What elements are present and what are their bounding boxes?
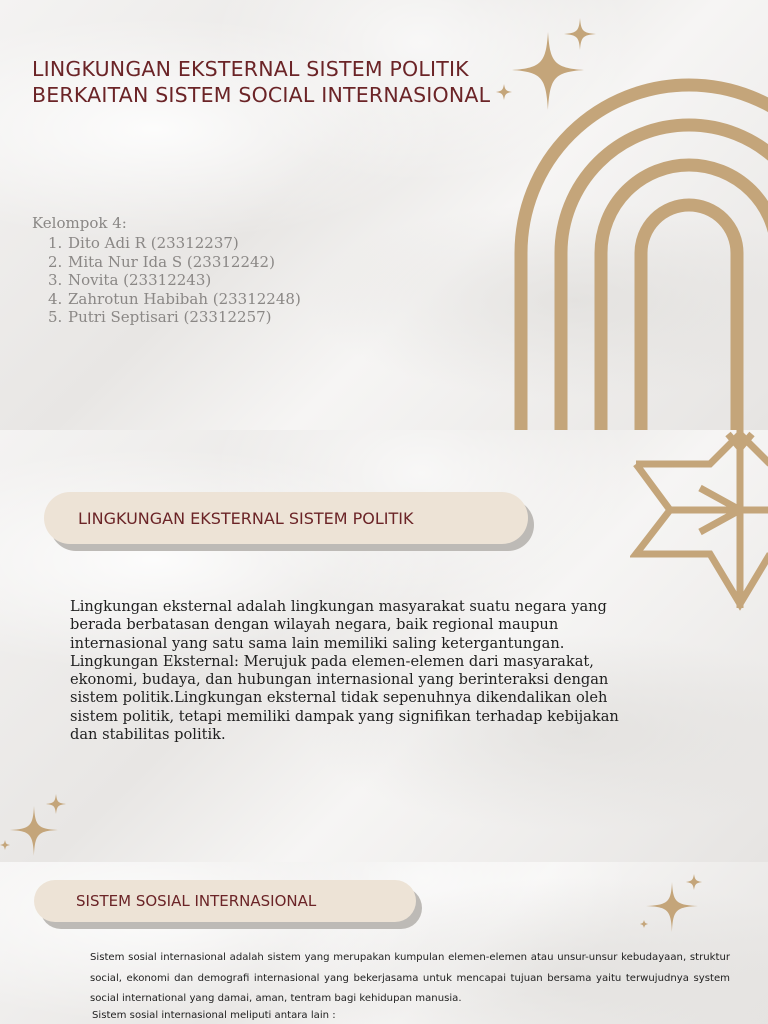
- section-paragraph: Sistem sosial internasional adalah sistem yang merupakan kumpulan elemen-elemen atau unsur-unsur kebudayaan, struktur social, ekonomi dan demografi internasional yang bekerjasama untuk mencapai tujuan bersama yaitu terwujudnya system social international yang damai, aman, tentram bagi kehidupan manusia.: [90, 952, 730, 1004]
- section-heading: LINGKUNGAN EKSTERNAL SISTEM POLITIK: [44, 492, 528, 544]
- slide-title: [0, 0, 768, 430]
- list-item: 5. Putri Septisari (23312257): [48, 308, 272, 326]
- sparkle-icon: [638, 874, 708, 940]
- list-item: 1. Dito Adi R (23312237): [48, 234, 239, 252]
- list-item: 2. Mita Nur Ida S (23312242): [48, 252, 275, 271]
- section-heading: SISTEM SOSIAL INTERNASIONAL: [34, 880, 416, 922]
- sparkle-icon: [0, 794, 72, 862]
- star-ornament-icon: [630, 430, 768, 612]
- list-item: 3. Novita (23312243): [48, 271, 212, 289]
- list-intro: Sistem sosial internasional meliputi antara lain :: [92, 1010, 336, 1021]
- section-paragraph: Lingkungan eksternal adalah lingkungan masyarakat suatu negara yang berada berbatasan dengan wilayah negara, baik regional maupun internasional yang satu sama lain memiliki saling ketergantungan. Lingkungan Eksternal: Merujuk pada elemen-elemen dari masyarakat, ekonomi, budaya, dan hubungan internasional yang berinteraksi dengan sistem politik.Lingkungan eksternal tidak sepenuhnya dikendalikan oleh sistem politik, tetapi memiliki dampak yang signifikan terhadap kebijakan dan stabilitas politik.: [70, 598, 619, 744]
- page-title: LINGKUNGAN EKSTERNAL SISTEM POLITIK BERKAITAN SISTEM SOCIAL INTERNASIONAL: [32, 57, 491, 107]
- slide-international-social-system: [0, 862, 768, 1024]
- arch-decoration: [510, 78, 768, 430]
- slide-external-environment: [0, 430, 768, 862]
- member-list: [48, 234, 301, 327]
- group-label: Kelompok 4:: [32, 214, 127, 232]
- list-item: 4. Zahrotun Habibah (23312248): [48, 289, 301, 308]
